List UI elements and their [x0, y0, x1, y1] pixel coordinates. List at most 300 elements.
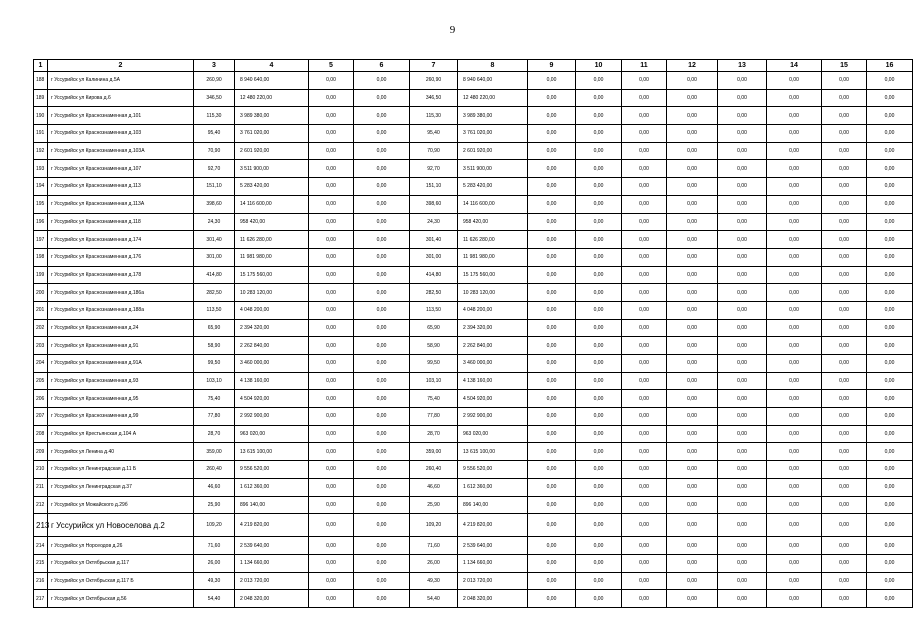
value-cell: 0,00: [667, 266, 718, 284]
value-cell: 0,00: [667, 372, 718, 390]
row-number-cell: 208: [34, 425, 48, 443]
row-number-cell: 194: [34, 178, 48, 196]
value-cell: 0,00: [354, 478, 410, 496]
value-cell: 0,00: [867, 89, 913, 107]
value-cell: 359,00: [410, 443, 458, 461]
value-cell: 0,00: [767, 125, 822, 143]
value-cell: 0,00: [528, 337, 576, 355]
value-cell: 0,00: [767, 590, 822, 608]
value-cell: 260,40: [194, 461, 235, 479]
value-cell: 0,00: [767, 390, 822, 408]
value-cell: 0,00: [822, 425, 867, 443]
value-cell: 0,00: [576, 107, 622, 125]
value-cell: 0,00: [867, 284, 913, 302]
value-cell: 0,00: [667, 160, 718, 178]
value-cell: 0,00: [354, 514, 410, 537]
value-cell: 0,00: [622, 554, 667, 572]
value-cell: 0,00: [622, 178, 667, 196]
value-cell: 0,00: [576, 284, 622, 302]
value-cell: 11 626 280,00: [458, 231, 528, 249]
value-cell: 0,00: [718, 213, 767, 231]
value-cell: 0,00: [576, 372, 622, 390]
value-cell: 77,80: [194, 408, 235, 426]
value-cell: 0,00: [718, 72, 767, 90]
value-cell: 0,00: [822, 337, 867, 355]
value-cell: 0,00: [309, 142, 354, 160]
value-cell: 0,00: [718, 125, 767, 143]
value-cell: 0,00: [528, 178, 576, 196]
value-cell: 0,00: [718, 178, 767, 196]
row-number-cell: 200: [34, 284, 48, 302]
value-cell: 260,90: [410, 72, 458, 90]
value-cell: 0,00: [309, 425, 354, 443]
row-number-cell: 213: [34, 514, 48, 537]
value-cell: 0,00: [622, 284, 667, 302]
value-cell: 2 048 320,00: [235, 590, 309, 608]
value-cell: 4 504 920,00: [235, 390, 309, 408]
value-cell: 0,00: [667, 461, 718, 479]
value-cell: 2 262 840,00: [458, 337, 528, 355]
value-cell: 0,00: [718, 461, 767, 479]
value-cell: 963 020,00: [235, 425, 309, 443]
address-cell: г Уссурийск ул Ленина д.40: [48, 443, 194, 461]
address-cell: г Уссурийск ул Краснознаменная д.95: [48, 390, 194, 408]
value-cell: 151,10: [194, 178, 235, 196]
value-cell: 958 420,00: [458, 213, 528, 231]
value-cell: 0,00: [576, 425, 622, 443]
value-cell: 0,00: [576, 590, 622, 608]
value-cell: 0,00: [576, 461, 622, 479]
row-number-cell: 193: [34, 160, 48, 178]
value-cell: 0,00: [867, 478, 913, 496]
value-cell: 3 989 380,00: [235, 107, 309, 125]
value-cell: 0,00: [576, 390, 622, 408]
value-cell: 0,00: [767, 554, 822, 572]
value-cell: 359,00: [194, 443, 235, 461]
value-cell: 0,00: [354, 355, 410, 373]
value-cell: 3 761 020,00: [458, 125, 528, 143]
value-cell: 0,00: [622, 319, 667, 337]
table-row: [34, 443, 913, 461]
value-cell: 0,00: [822, 231, 867, 249]
value-cell: 0,00: [576, 72, 622, 90]
value-cell: 0,00: [622, 125, 667, 143]
value-cell: 4 219 820,00: [235, 514, 309, 537]
value-cell: 0,00: [822, 554, 867, 572]
value-cell: 0,00: [767, 425, 822, 443]
value-cell: 0,00: [622, 572, 667, 590]
value-cell: 0,00: [576, 248, 622, 266]
value-cell: 0,00: [667, 248, 718, 266]
value-cell: 0,00: [718, 443, 767, 461]
column-header-2: 2: [48, 60, 194, 72]
value-cell: 0,00: [867, 213, 913, 231]
value-cell: 26,00: [194, 554, 235, 572]
table-row: [34, 178, 913, 196]
address-cell: г Уссурийск ул Ленинградская д.37: [48, 478, 194, 496]
value-cell: 0,00: [309, 372, 354, 390]
value-cell: 109,20: [410, 514, 458, 537]
value-cell: 0,00: [667, 590, 718, 608]
address-cell: г Уссурийск ул Норсеодов д.26: [48, 537, 194, 555]
row-number-cell: 211: [34, 478, 48, 496]
value-cell: 260,90: [194, 72, 235, 90]
address-cell: г Уссурийск ул Краснознаменная д.178: [48, 266, 194, 284]
column-header-11: 11: [622, 60, 667, 72]
table-row: [34, 89, 913, 107]
row-number-cell: 191: [34, 125, 48, 143]
value-cell: 2 539 640,00: [235, 537, 309, 555]
value-cell: 0,00: [622, 248, 667, 266]
value-cell: 70,90: [410, 142, 458, 160]
value-cell: 0,00: [667, 496, 718, 514]
row-number-cell: 192: [34, 142, 48, 160]
value-cell: 0,00: [718, 496, 767, 514]
value-cell: 5 283 420,00: [458, 178, 528, 196]
value-cell: 0,00: [576, 266, 622, 284]
value-cell: 0,00: [767, 461, 822, 479]
value-cell: 0,00: [718, 372, 767, 390]
value-cell: 24,30: [194, 213, 235, 231]
value-cell: 0,00: [354, 337, 410, 355]
value-cell: 24,30: [410, 213, 458, 231]
value-cell: 0,00: [309, 125, 354, 143]
page-number: 9: [449, 24, 456, 36]
value-cell: 0,00: [354, 266, 410, 284]
value-cell: 0,00: [622, 443, 667, 461]
value-cell: 0,00: [622, 213, 667, 231]
address-cell: г Уссурийск ул Октябрьская д.56: [48, 590, 194, 608]
value-cell: 0,00: [309, 266, 354, 284]
value-cell: 0,00: [354, 390, 410, 408]
value-cell: 0,00: [667, 195, 718, 213]
value-cell: 0,00: [528, 443, 576, 461]
value-cell: 0,00: [718, 266, 767, 284]
value-cell: 0,00: [354, 425, 410, 443]
value-cell: 0,00: [576, 142, 622, 160]
value-cell: 95,40: [194, 125, 235, 143]
row-number-cell: 199: [34, 266, 48, 284]
address-cell: г Уссурийск ул Краснознаменная д.113: [48, 178, 194, 196]
value-cell: 0,00: [528, 125, 576, 143]
value-cell: 0,00: [718, 408, 767, 426]
table-row: [34, 514, 913, 537]
value-cell: 0,00: [822, 248, 867, 266]
row-number-cell: 196: [34, 213, 48, 231]
value-cell: 0,00: [867, 337, 913, 355]
value-cell: 0,00: [822, 89, 867, 107]
value-cell: 0,00: [767, 142, 822, 160]
value-cell: 0,00: [528, 478, 576, 496]
value-cell: 0,00: [667, 284, 718, 302]
value-cell: 0,00: [576, 537, 622, 555]
value-cell: 0,00: [667, 478, 718, 496]
value-cell: 0,00: [667, 390, 718, 408]
value-cell: 0,00: [309, 461, 354, 479]
column-header-10: 10: [576, 60, 622, 72]
value-cell: 0,00: [576, 195, 622, 213]
row-number-cell: 198: [34, 248, 48, 266]
value-cell: 4 138 160,00: [458, 372, 528, 390]
value-cell: 0,00: [309, 572, 354, 590]
value-cell: 0,00: [718, 478, 767, 496]
value-cell: 398,60: [194, 195, 235, 213]
value-cell: 2 013 720,00: [235, 572, 309, 590]
value-cell: 58,90: [410, 337, 458, 355]
value-cell: 0,00: [528, 213, 576, 231]
value-cell: 0,00: [667, 231, 718, 249]
value-cell: 14 116 600,00: [458, 195, 528, 213]
value-cell: 0,00: [822, 355, 867, 373]
value-cell: 0,00: [528, 319, 576, 337]
value-cell: 0,00: [576, 213, 622, 231]
value-cell: 0,00: [767, 572, 822, 590]
value-cell: 0,00: [622, 372, 667, 390]
value-cell: 260,40: [410, 461, 458, 479]
value-cell: 0,00: [354, 572, 410, 590]
value-cell: 0,00: [867, 390, 913, 408]
address-cell: г Уссурийск ул Октябрьская д.117: [48, 554, 194, 572]
value-cell: 0,00: [667, 443, 718, 461]
value-cell: 1 612 360,00: [458, 478, 528, 496]
value-cell: 0,00: [667, 425, 718, 443]
table-row: [34, 461, 913, 479]
table-row: [34, 142, 913, 160]
value-cell: 414,80: [194, 266, 235, 284]
value-cell: 0,00: [309, 301, 354, 319]
value-cell: 0,00: [867, 514, 913, 537]
value-cell: 0,00: [354, 408, 410, 426]
address-cell: г Уссурийск ул Краснознаменная д.186а: [48, 284, 194, 302]
value-cell: 2 992 900,00: [235, 408, 309, 426]
value-cell: 13 615 100,00: [235, 443, 309, 461]
column-header-7: 7: [410, 60, 458, 72]
value-cell: 0,00: [767, 319, 822, 337]
table-row: [34, 478, 913, 496]
value-cell: 0,00: [576, 355, 622, 373]
value-cell: 77,80: [410, 408, 458, 426]
value-cell: 0,00: [822, 142, 867, 160]
table-row: [34, 554, 913, 572]
row-number-cell: 205: [34, 372, 48, 390]
value-cell: 0,00: [528, 408, 576, 426]
value-cell: 0,00: [354, 178, 410, 196]
row-number-cell: 209: [34, 443, 48, 461]
value-cell: 0,00: [718, 590, 767, 608]
value-cell: 0,00: [354, 443, 410, 461]
value-cell: 0,00: [718, 107, 767, 125]
value-cell: 0,00: [622, 390, 667, 408]
value-cell: 2 394 320,00: [235, 319, 309, 337]
value-cell: 0,00: [718, 89, 767, 107]
value-cell: 301,00: [194, 248, 235, 266]
value-cell: 896 140,00: [235, 496, 309, 514]
value-cell: 46,60: [410, 478, 458, 496]
value-cell: 0,00: [667, 337, 718, 355]
value-cell: 398,60: [410, 195, 458, 213]
column-header-4: 4: [235, 60, 309, 72]
value-cell: 301,00: [410, 248, 458, 266]
value-cell: 0,00: [528, 590, 576, 608]
table-row: [34, 425, 913, 443]
value-cell: 0,00: [822, 443, 867, 461]
value-cell: 0,00: [309, 231, 354, 249]
value-cell: 0,00: [822, 178, 867, 196]
value-cell: 0,00: [822, 461, 867, 479]
value-cell: 2 601 920,00: [458, 142, 528, 160]
value-cell: 0,00: [667, 408, 718, 426]
row-number-cell: 216: [34, 572, 48, 590]
value-cell: 0,00: [354, 107, 410, 125]
value-cell: 0,00: [667, 572, 718, 590]
value-cell: 0,00: [822, 496, 867, 514]
column-header-8: 8: [458, 60, 528, 72]
value-cell: 10 283 120,00: [458, 284, 528, 302]
value-cell: 0,00: [309, 390, 354, 408]
value-cell: 0,00: [667, 142, 718, 160]
table-row: [34, 355, 913, 373]
value-cell: 0,00: [576, 301, 622, 319]
value-cell: 4 048 200,00: [458, 301, 528, 319]
value-cell: 0,00: [528, 248, 576, 266]
value-cell: 103,10: [410, 372, 458, 390]
value-cell: 0,00: [528, 72, 576, 90]
value-cell: 0,00: [867, 178, 913, 196]
table-row: [34, 319, 913, 337]
address-cell: г Уссурийск ул Крестьянская д.104 А: [48, 425, 194, 443]
column-header-15: 15: [822, 60, 867, 72]
value-cell: 0,00: [718, 160, 767, 178]
value-cell: 0,00: [576, 231, 622, 249]
value-cell: 0,00: [867, 408, 913, 426]
table-row: [34, 372, 913, 390]
table-row: [34, 213, 913, 231]
value-cell: 0,00: [667, 554, 718, 572]
value-cell: 414,80: [410, 266, 458, 284]
value-cell: 0,00: [667, 89, 718, 107]
column-header-16: 16: [867, 60, 913, 72]
value-cell: 75,40: [194, 390, 235, 408]
value-cell: 0,00: [528, 231, 576, 249]
value-cell: 0,00: [576, 125, 622, 143]
value-cell: 0,00: [354, 284, 410, 302]
value-cell: 0,00: [309, 337, 354, 355]
column-header-9: 9: [528, 60, 576, 72]
value-cell: 0,00: [576, 337, 622, 355]
value-cell: 0,00: [767, 443, 822, 461]
table-row: [34, 301, 913, 319]
value-cell: 0,00: [528, 160, 576, 178]
value-cell: 0,00: [718, 355, 767, 373]
value-cell: 0,00: [667, 537, 718, 555]
value-cell: 99,50: [194, 355, 235, 373]
column-header-5: 5: [309, 60, 354, 72]
value-cell: 0,00: [622, 408, 667, 426]
value-cell: 71,60: [410, 537, 458, 555]
value-cell: 0,00: [309, 72, 354, 90]
value-cell: 9 556 520,00: [235, 461, 309, 479]
row-number-cell: 212: [34, 496, 48, 514]
value-cell: 0,00: [622, 461, 667, 479]
value-cell: 0,00: [822, 514, 867, 537]
value-cell: 0,00: [576, 554, 622, 572]
address-cell: г Уссурийск ул Краснознаменная д.101: [48, 107, 194, 125]
value-cell: 0,00: [622, 425, 667, 443]
address-cell: г Уссурийск ул Краснознаменная д.93: [48, 372, 194, 390]
value-cell: 0,00: [822, 107, 867, 125]
value-cell: 0,00: [354, 590, 410, 608]
value-cell: 0,00: [867, 301, 913, 319]
value-cell: 8 940 640,00: [458, 72, 528, 90]
value-cell: 0,00: [528, 554, 576, 572]
address-cell: г Уссурийск ул Краснознаменная д.188а: [48, 301, 194, 319]
address-cell: г Уссурийск ул Краснознаменная д.174: [48, 231, 194, 249]
table-row: [34, 590, 913, 608]
value-cell: 0,00: [309, 213, 354, 231]
value-cell: 54,40: [194, 590, 235, 608]
value-cell: 0,00: [822, 284, 867, 302]
value-cell: 0,00: [667, 178, 718, 196]
value-cell: 0,00: [528, 461, 576, 479]
value-cell: 99,50: [410, 355, 458, 373]
value-cell: 0,00: [309, 478, 354, 496]
value-cell: 958 420,00: [235, 213, 309, 231]
value-cell: 0,00: [309, 160, 354, 178]
value-cell: 2 601 920,00: [235, 142, 309, 160]
value-cell: 896 140,00: [458, 496, 528, 514]
value-cell: 0,00: [667, 301, 718, 319]
value-cell: 0,00: [822, 537, 867, 555]
value-cell: 0,00: [622, 231, 667, 249]
value-cell: 0,00: [622, 478, 667, 496]
table-header: [34, 60, 913, 72]
value-cell: 0,00: [822, 590, 867, 608]
value-cell: 0,00: [309, 355, 354, 373]
value-cell: 0,00: [718, 554, 767, 572]
value-cell: 49,30: [194, 572, 235, 590]
value-cell: 0,00: [718, 301, 767, 319]
value-cell: 0,00: [622, 537, 667, 555]
row-number-cell: 202: [34, 319, 48, 337]
value-cell: 0,00: [309, 89, 354, 107]
value-cell: 0,00: [354, 319, 410, 337]
value-cell: 0,00: [867, 443, 913, 461]
value-cell: 0,00: [718, 390, 767, 408]
value-cell: 0,00: [309, 284, 354, 302]
value-cell: 0,00: [576, 319, 622, 337]
value-cell: 0,00: [354, 160, 410, 178]
value-cell: 0,00: [718, 319, 767, 337]
value-cell: 0,00: [309, 408, 354, 426]
value-cell: 0,00: [354, 372, 410, 390]
value-cell: 0,00: [867, 107, 913, 125]
row-number-cell: 195: [34, 195, 48, 213]
row-number-cell: 197: [34, 231, 48, 249]
value-cell: 2 013 720,00: [458, 572, 528, 590]
value-cell: 0,00: [867, 590, 913, 608]
address-cell: г Уссурийск ул Краснознаменная д.103А: [48, 142, 194, 160]
value-cell: 0,00: [309, 319, 354, 337]
value-cell: 0,00: [822, 213, 867, 231]
value-cell: 113,50: [410, 301, 458, 319]
value-cell: 0,00: [528, 372, 576, 390]
value-cell: 0,00: [867, 160, 913, 178]
value-cell: 10 283 120,00: [235, 284, 309, 302]
value-cell: 0,00: [354, 89, 410, 107]
value-cell: 49,30: [410, 572, 458, 590]
value-cell: 0,00: [576, 160, 622, 178]
value-cell: 103,10: [194, 372, 235, 390]
